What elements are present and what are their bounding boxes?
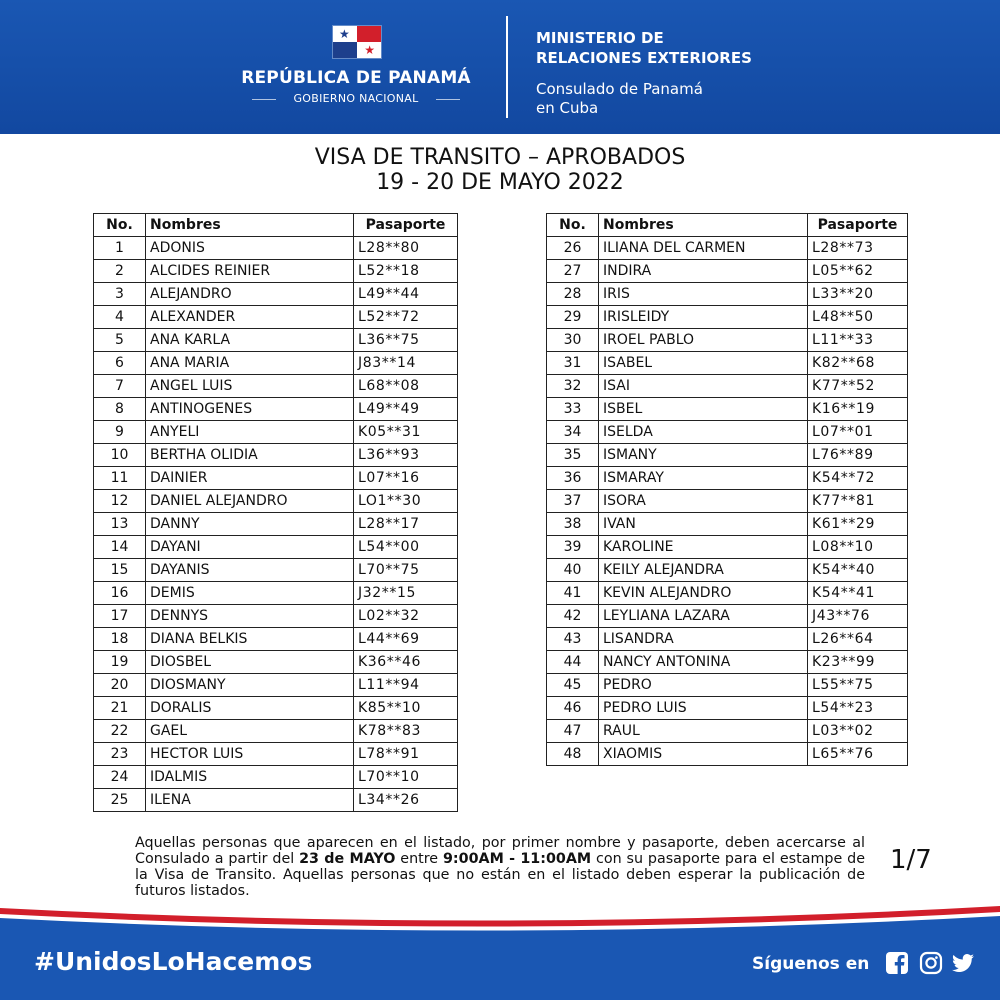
instagram-icon[interactable] — [919, 951, 943, 975]
passport-number: L28**17 — [354, 513, 458, 536]
passport-number: L48**50 — [808, 306, 908, 329]
passport-number: K54**41 — [808, 582, 908, 605]
row-number: 18 — [94, 628, 146, 651]
row-number: 26 — [547, 237, 599, 260]
passport-number: K54**40 — [808, 559, 908, 582]
panama-flag-icon: ★ ★ — [333, 26, 381, 58]
table-row — [94, 283, 458, 306]
row-number: 48 — [547, 743, 599, 766]
applicant-name: IRISLEIDY — [599, 306, 808, 329]
row-number: 40 — [547, 559, 599, 582]
passport-number: L68**08 — [354, 375, 458, 398]
applicant-name: IROEL PABLO — [599, 329, 808, 352]
passport-number: L07**01 — [808, 421, 908, 444]
table-row — [94, 352, 458, 375]
applicant-name: ANYELI — [146, 421, 354, 444]
consulate-line-2: en Cuba — [536, 99, 599, 117]
row-number: 38 — [547, 513, 599, 536]
applicant-name: ILIANA DEL CARMEN — [599, 237, 808, 260]
passport-number: J83**14 — [354, 352, 458, 375]
passport-number: L07**16 — [354, 467, 458, 490]
row-number: 28 — [547, 283, 599, 306]
table-row — [94, 697, 458, 720]
table-row — [547, 605, 908, 628]
row-number: 8 — [94, 398, 146, 421]
passport-number: L08**10 — [808, 536, 908, 559]
table-body — [94, 237, 458, 812]
row-number: 2 — [94, 260, 146, 283]
applicant-name: DEMIS — [146, 582, 354, 605]
applicant-name: ALEJANDRO — [146, 283, 354, 306]
applicant-name: ANA KARLA — [146, 329, 354, 352]
applicant-name: DAYANIS — [146, 559, 354, 582]
passport-number: K54**72 — [808, 467, 908, 490]
passport-number: L11**33 — [808, 329, 908, 352]
applicant-name: DIOSMANY — [146, 674, 354, 697]
passport-number: L36**75 — [354, 329, 458, 352]
table-row — [547, 283, 908, 306]
passport-number: L55**75 — [808, 674, 908, 697]
passport-number: K78**83 — [354, 720, 458, 743]
header-divider — [506, 16, 508, 118]
passport-number: K23**99 — [808, 651, 908, 674]
row-number: 7 — [94, 375, 146, 398]
consulate-name — [536, 80, 703, 118]
table-row — [547, 582, 908, 605]
table-row — [547, 329, 908, 352]
passport-number: L76**89 — [808, 444, 908, 467]
table-row — [547, 467, 908, 490]
table-row — [547, 559, 908, 582]
passport-number: L65**76 — [808, 743, 908, 766]
applicant-name: ANA MARIA — [146, 352, 354, 375]
table-row — [547, 628, 908, 651]
row-number: 36 — [547, 467, 599, 490]
table-row — [94, 375, 458, 398]
table-row — [547, 490, 908, 513]
applicant-name: NANCY ANTONINA — [599, 651, 808, 674]
table-row — [94, 467, 458, 490]
row-number: 25 — [94, 789, 146, 812]
row-number: 39 — [547, 536, 599, 559]
row-number: 21 — [94, 697, 146, 720]
page-indicator: 1/7 — [890, 845, 932, 875]
passport-number: K36**46 — [354, 651, 458, 674]
passport-number: L54**00 — [354, 536, 458, 559]
row-number: 42 — [547, 605, 599, 628]
table-row — [94, 398, 458, 421]
note-date: 23 de MAYO — [299, 851, 396, 867]
passport-number: J43**76 — [808, 605, 908, 628]
row-number: 4 — [94, 306, 146, 329]
column-header-name: Nombres — [146, 214, 354, 237]
passport-number: L28**73 — [808, 237, 908, 260]
table-row — [547, 352, 908, 375]
table-row — [94, 559, 458, 582]
applicant-name: LEYLIANA LAZARA — [599, 605, 808, 628]
row-number: 3 — [94, 283, 146, 306]
passport-number: L54**23 — [808, 697, 908, 720]
passport-number: L26**64 — [808, 628, 908, 651]
passport-number: L70**75 — [354, 559, 458, 582]
table-row — [547, 398, 908, 421]
row-number: 11 — [94, 467, 146, 490]
facebook-icon[interactable] — [885, 951, 909, 975]
table-row — [547, 536, 908, 559]
applicant-name: DAINIER — [146, 467, 354, 490]
table-row — [94, 743, 458, 766]
applicant-name: KEVIN ALEJANDRO — [599, 582, 808, 605]
passport-number: L49**49 — [354, 398, 458, 421]
applicant-name: ISABEL — [599, 352, 808, 375]
column-header-passport: Pasaporte — [354, 214, 458, 237]
applicant-name: ISMANY — [599, 444, 808, 467]
applicant-name: ALEXANDER — [146, 306, 354, 329]
approved-list-table-right — [546, 213, 908, 766]
passport-number: L78**91 — [354, 743, 458, 766]
applicant-name: DANIEL ALEJANDRO — [146, 490, 354, 513]
table-row — [547, 674, 908, 697]
table-row — [94, 513, 458, 536]
applicant-name: XIAOMIS — [599, 743, 808, 766]
note-text: con su pasaporte para el estampe de la Visa de Transito. Aquellas personas que no están en el listado deben esperar la publicación de futuros listados. — [135, 851, 866, 899]
passport-number: K77**52 — [808, 375, 908, 398]
republic-title: REPÚBLICA DE PANAMÁ — [241, 68, 471, 88]
passport-number: K16**19 — [808, 398, 908, 421]
row-number: 44 — [547, 651, 599, 674]
twitter-icon[interactable] — [951, 951, 975, 975]
table-row — [94, 490, 458, 513]
table-row — [94, 444, 458, 467]
passport-number: L28**80 — [354, 237, 458, 260]
applicant-name: RAUL — [599, 720, 808, 743]
table-row — [94, 421, 458, 444]
row-number: 13 — [94, 513, 146, 536]
applicant-name: ISAI — [599, 375, 808, 398]
table-body — [547, 237, 908, 766]
row-number: 23 — [94, 743, 146, 766]
header-banner — [0, 0, 1000, 134]
applicant-name: HECTOR LUIS — [146, 743, 354, 766]
passport-number: L44**69 — [354, 628, 458, 651]
note-text: Aquellas personas que aparecen en el listado, por primer nombre y pasaporte, deben acercarse al Consulado a partir del — [135, 835, 865, 867]
applicant-name: GAEL — [146, 720, 354, 743]
passport-number: L70**10 — [354, 766, 458, 789]
government-subtitle: GOBIERNO NACIONAL — [293, 92, 419, 105]
row-number: 30 — [547, 329, 599, 352]
passport-number: L33**20 — [808, 283, 908, 306]
row-number: 6 — [94, 352, 146, 375]
table-row — [547, 375, 908, 398]
table-row — [94, 789, 458, 812]
row-number: 15 — [94, 559, 146, 582]
applicant-name: DANNY — [146, 513, 354, 536]
applicant-name: DORALIS — [146, 697, 354, 720]
approved-list-table-left — [93, 213, 458, 812]
table-row — [94, 306, 458, 329]
applicant-name: IVAN — [599, 513, 808, 536]
page-title — [0, 145, 1000, 195]
table-row — [94, 260, 458, 283]
applicant-name: ALCIDES REINIER — [146, 260, 354, 283]
passport-number: L34**26 — [354, 789, 458, 812]
applicant-name: ISELDA — [599, 421, 808, 444]
row-number: 33 — [547, 398, 599, 421]
table-row — [547, 260, 908, 283]
applicant-name: ISBEL — [599, 398, 808, 421]
row-number: 20 — [94, 674, 146, 697]
applicant-name: ADONIS — [146, 237, 354, 260]
table-row — [547, 306, 908, 329]
passport-number: K82**68 — [808, 352, 908, 375]
table-row — [94, 536, 458, 559]
passport-number: L05**62 — [808, 260, 908, 283]
table-row — [94, 237, 458, 260]
passport-number: LO1**30 — [354, 490, 458, 513]
column-header-name: Nombres — [599, 214, 808, 237]
title-line-2: 19 - 20 DE MAYO 2022 — [376, 170, 624, 195]
table-row — [94, 628, 458, 651]
passport-number: K77**81 — [808, 490, 908, 513]
passport-number: K05**31 — [354, 421, 458, 444]
applicant-name: KEILY ALEJANDRA — [599, 559, 808, 582]
table-row — [94, 720, 458, 743]
applicant-name: PEDRO LUIS — [599, 697, 808, 720]
row-number: 14 — [94, 536, 146, 559]
applicant-name: DIOSBEL — [146, 651, 354, 674]
row-number: 19 — [94, 651, 146, 674]
follow-us-label: Síguenos en — [752, 954, 870, 974]
consulate-line-1: Consulado de Panamá — [536, 80, 703, 98]
ministry-name — [536, 28, 752, 68]
passport-number: K85**10 — [354, 697, 458, 720]
table-row — [547, 697, 908, 720]
row-number: 37 — [547, 490, 599, 513]
row-number: 45 — [547, 674, 599, 697]
applicant-name: ANGEL LUIS — [146, 375, 354, 398]
table-row — [94, 582, 458, 605]
applicant-name: ISORA — [599, 490, 808, 513]
column-header-no: No. — [547, 214, 599, 237]
row-number: 46 — [547, 697, 599, 720]
table-row — [547, 743, 908, 766]
table-row — [547, 651, 908, 674]
instructions-note — [135, 835, 865, 899]
passport-number: L52**18 — [354, 260, 458, 283]
row-number: 1 — [94, 237, 146, 260]
applicant-name: BERTHA OLIDIA — [146, 444, 354, 467]
table-header-row — [547, 214, 908, 237]
table-row — [94, 605, 458, 628]
applicant-name: ANTINOGENES — [146, 398, 354, 421]
row-number: 41 — [547, 582, 599, 605]
note-hours: 9:00AM - 11:00AM — [442, 851, 592, 867]
passport-number: K61**29 — [808, 513, 908, 536]
table-row — [94, 651, 458, 674]
row-number: 32 — [547, 375, 599, 398]
column-header-no: No. — [94, 214, 146, 237]
passport-number: L36**93 — [354, 444, 458, 467]
row-number: 35 — [547, 444, 599, 467]
table-row — [94, 329, 458, 352]
table-row — [94, 766, 458, 789]
table-row — [547, 237, 908, 260]
ministry-line-1: MINISTERIO DE — [536, 29, 664, 47]
applicant-name: PEDRO — [599, 674, 808, 697]
table-row — [547, 720, 908, 743]
row-number: 27 — [547, 260, 599, 283]
row-number: 12 — [94, 490, 146, 513]
hashtag-unidos: #UnidosLoHacemos — [34, 947, 313, 976]
row-number: 9 — [94, 421, 146, 444]
row-number: 29 — [547, 306, 599, 329]
row-number: 16 — [94, 582, 146, 605]
title-line-1: VISA DE TRANSITO – APROBADOS — [314, 145, 686, 170]
row-number: 17 — [94, 605, 146, 628]
table-row — [94, 674, 458, 697]
table-row — [547, 444, 908, 467]
applicant-name: IRIS — [599, 283, 808, 306]
applicant-name: LISANDRA — [599, 628, 808, 651]
applicant-name: KAROLINE — [599, 536, 808, 559]
row-number: 34 — [547, 421, 599, 444]
row-number: 47 — [547, 720, 599, 743]
row-number: 24 — [94, 766, 146, 789]
passport-number: L49**44 — [354, 283, 458, 306]
ministry-line-2: RELACIONES EXTERIORES — [536, 49, 752, 67]
row-number: 22 — [94, 720, 146, 743]
row-number: 5 — [94, 329, 146, 352]
note-text: entre — [395, 851, 443, 867]
row-number: 43 — [547, 628, 599, 651]
applicant-name: DIANA BELKIS — [146, 628, 354, 651]
applicant-name: DAYANI — [146, 536, 354, 559]
column-header-passport: Pasaporte — [808, 214, 908, 237]
applicant-name: INDIRA — [599, 260, 808, 283]
passport-number: J32**15 — [354, 582, 458, 605]
passport-number: L02**32 — [354, 605, 458, 628]
table-header-row — [94, 214, 458, 237]
row-number: 31 — [547, 352, 599, 375]
table-row — [547, 513, 908, 536]
passport-number: L52**72 — [354, 306, 458, 329]
passport-number: L03**02 — [808, 720, 908, 743]
applicant-name: ISMARAY — [599, 467, 808, 490]
applicant-name: IDALMIS — [146, 766, 354, 789]
row-number: 10 — [94, 444, 146, 467]
divider-line — [436, 99, 460, 100]
passport-number: L11**94 — [354, 674, 458, 697]
applicant-name: DENNYS — [146, 605, 354, 628]
applicant-name: ILENA — [146, 789, 354, 812]
table-row — [547, 421, 908, 444]
